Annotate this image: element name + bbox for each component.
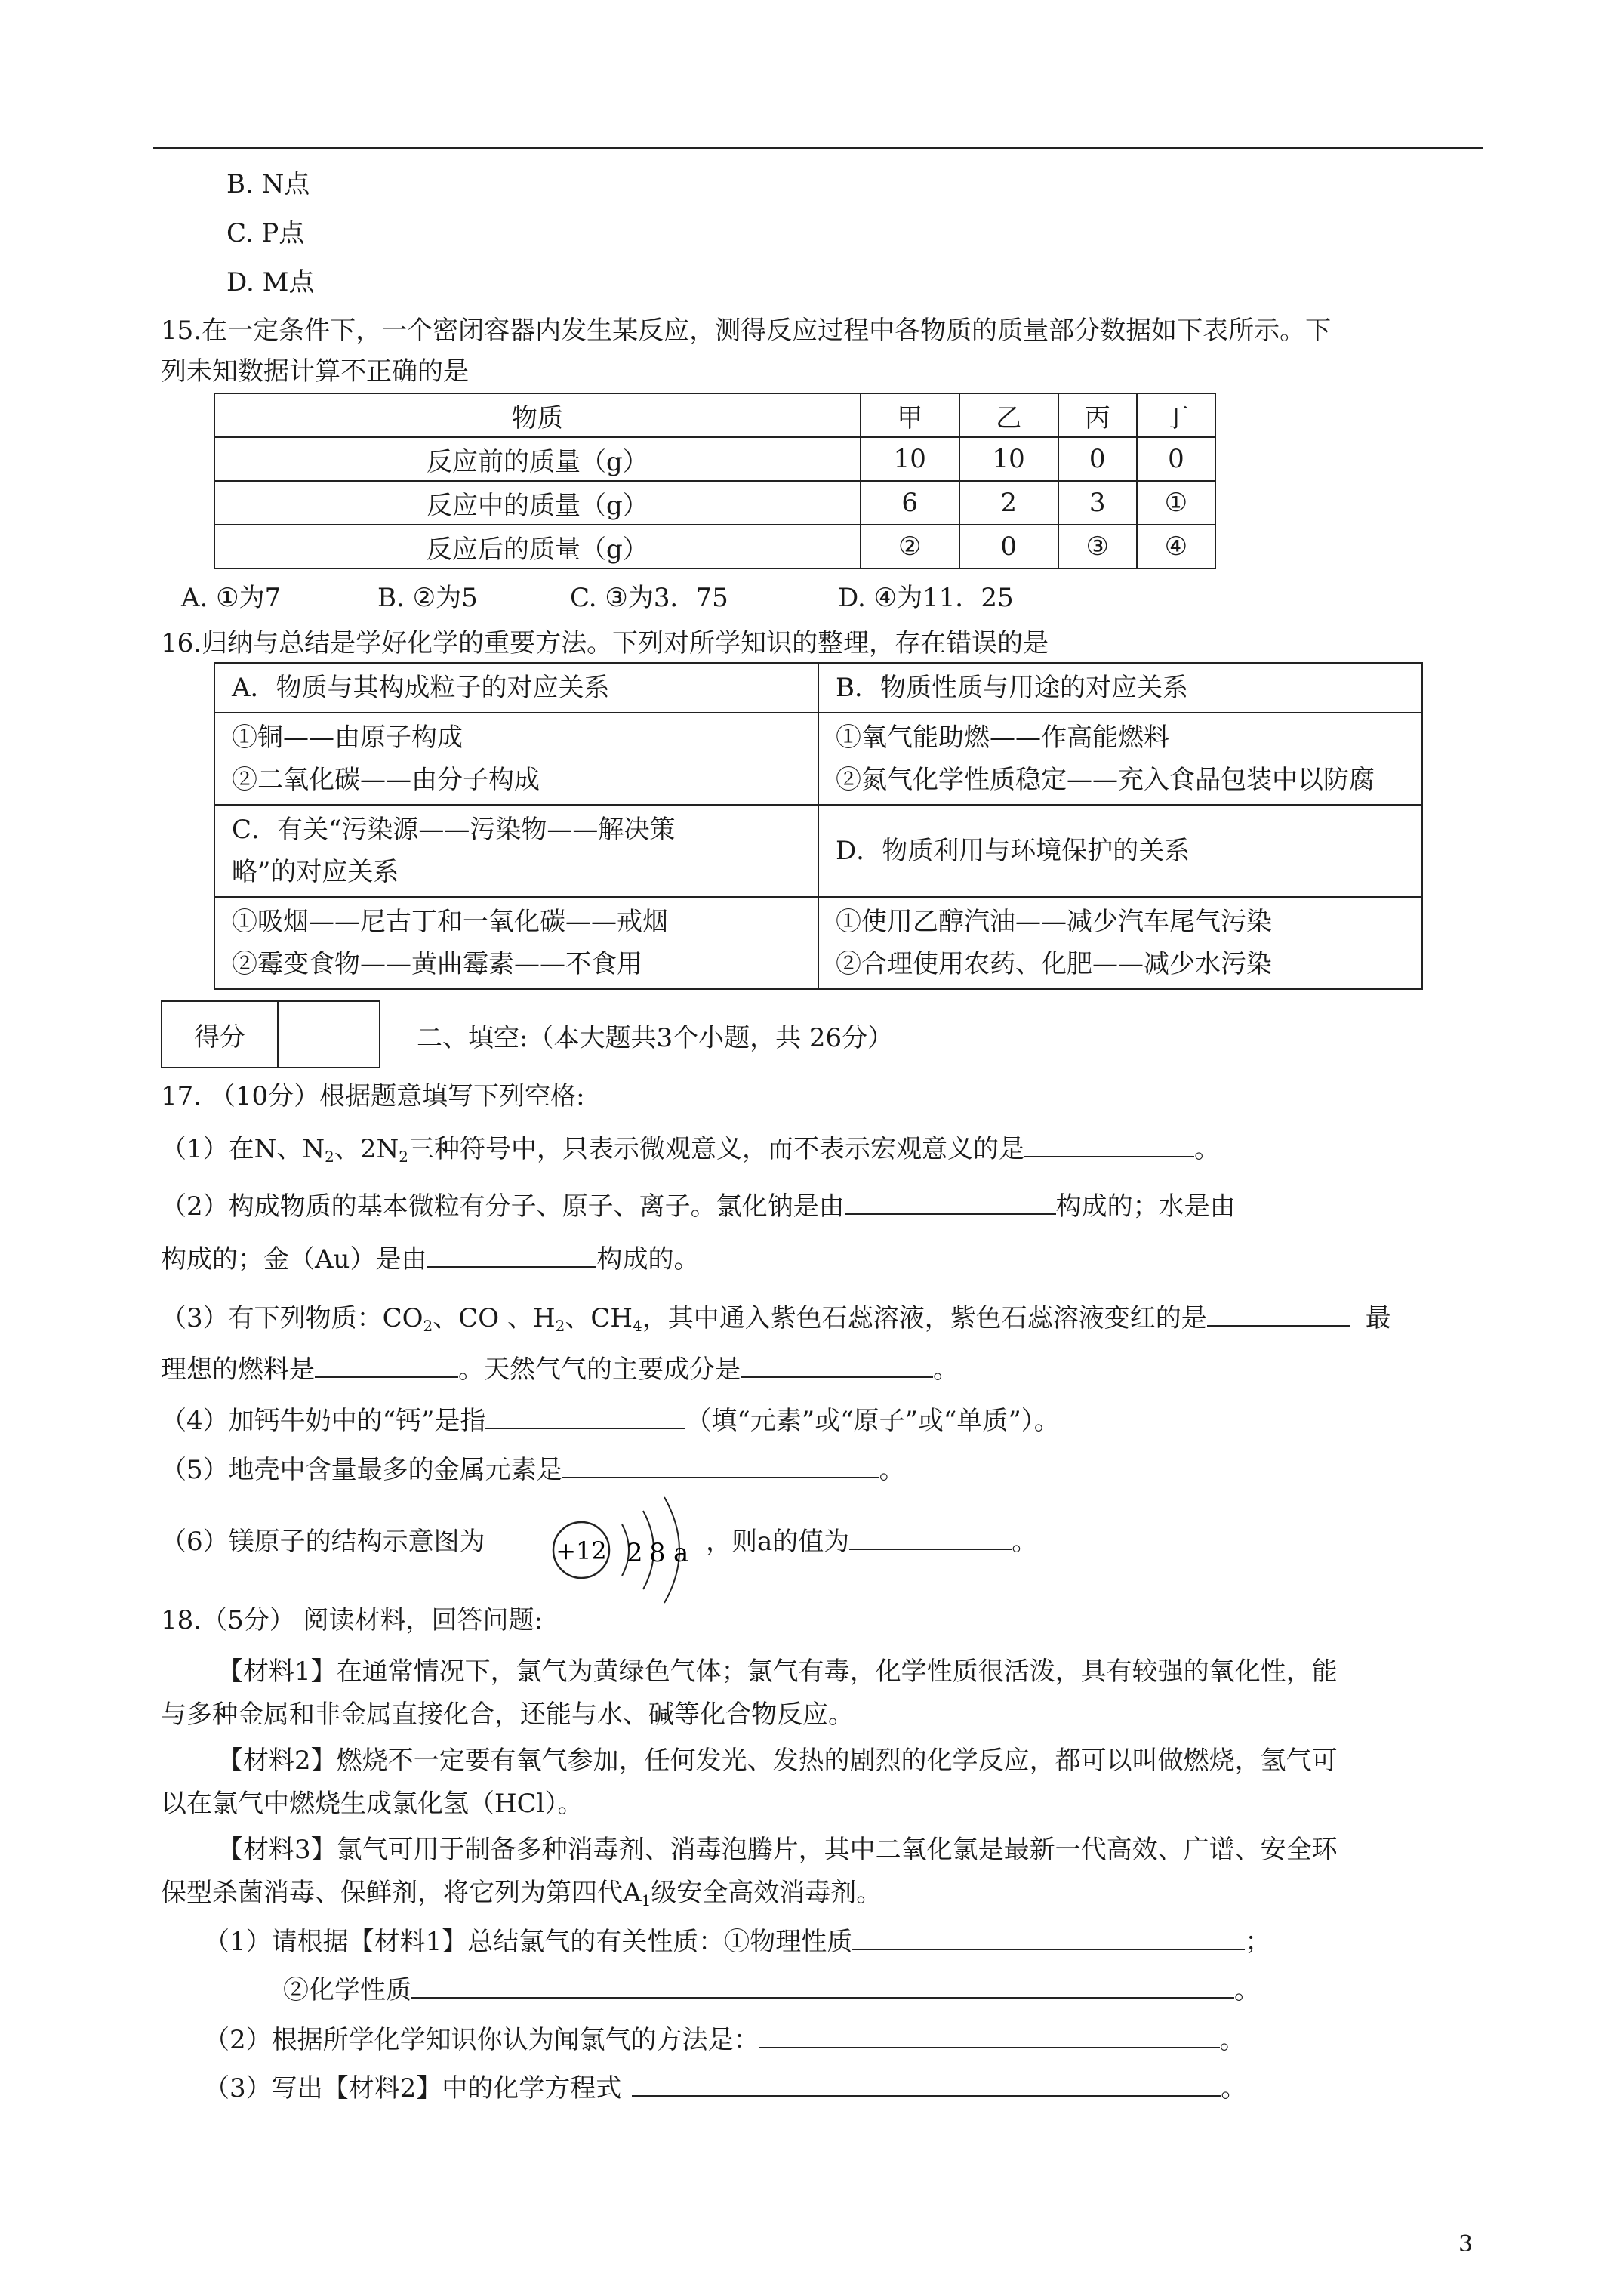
table-header-cell: 物质: [214, 393, 861, 437]
q17-part5: （5）地壳中含量最多的金属元素是 。: [161, 1455, 905, 1485]
score-field[interactable]: [279, 1002, 379, 1067]
q17-title: 17. （10分）根据题意填写下列空格:: [161, 1081, 585, 1111]
q16-d-title: D．物质利用与环境保护的关系: [818, 805, 1422, 897]
q15-option-a: A. ①为7: [181, 583, 282, 613]
table-cell: 2: [959, 481, 1058, 525]
table-cell: 0: [1137, 437, 1215, 481]
q16-b-content: ①氧气能助燃——作高能燃料 ②氮气化学性质稳定——充入食品包装中以防腐: [818, 713, 1422, 805]
header-rule: [153, 147, 1483, 149]
table-row: [214, 713, 1422, 805]
shell-1-electrons: 2: [627, 1538, 643, 1568]
q16-table: [214, 662, 1423, 990]
answer-blank[interactable]: [852, 1926, 1245, 1950]
q17-part3-line2: 理想的燃料是 。天然气气的主要成分是 。: [161, 1354, 959, 1385]
table-row: [214, 805, 1422, 897]
answer-blank[interactable]: [759, 2024, 1220, 2048]
table-header-cell: 丙: [1058, 393, 1137, 437]
q15-mass-table: [214, 393, 1216, 569]
q17-part3-line1: （3）有下列物质：$CO_2$、CO 、$H_2$、$CH_4$，其中通入紫色石蕊溶液，紫色石蕊溶液变红的是 最: [161, 1303, 1391, 1335]
q18-material3-line1: 【材料3】氯气可用于制备多种消毒剂、消毒泡腾片，其中二氧化氯是最新一代高效、广谱、安全环: [217, 1835, 1338, 1865]
q17-part4: （4）加钙牛奶中的“钙”是指 （填“元素”或“原子”或“单质”）。: [161, 1406, 1060, 1436]
table-cell: 反应中的质量（g）: [214, 481, 861, 525]
table-cell: ④: [1137, 525, 1215, 569]
table-cell: 反应前的质量（g）: [214, 437, 861, 481]
answer-blank[interactable]: [1207, 1302, 1350, 1327]
table-row: [214, 897, 1422, 989]
q16-d-content: ①使用乙醇汽油——减少汽车尾气污染 ②合理使用农药、化肥——减少水污染: [818, 897, 1422, 989]
answer-blank[interactable]: [485, 1405, 685, 1429]
q18-material2-line1: 【材料2】燃烧不一定要有氧气参加，任何发光、发热的剧烈的化学反应，都可以叫做燃烧，氢气可: [217, 1746, 1338, 1776]
answer-blank[interactable]: [315, 1354, 458, 1378]
q18-answer1-line2: ②化学性质 。: [283, 1975, 1260, 2005]
q16-a-title: A．物质与其构成粒子的对应关系: [214, 663, 818, 713]
atom-nucleus: +12: [556, 1536, 607, 1565]
q15-option-b: B. ②为5: [377, 583, 478, 613]
q18-answer3: （3）写出【材料2】中的化学方程式 。: [204, 2073, 1247, 2103]
page-number: 3: [1458, 2231, 1474, 2257]
q16-stem: 16.归纳与总结是学好化学的重要方法。下列对所学知识的整理，存在错误的是: [161, 628, 1049, 658]
table-cell: ①: [1137, 481, 1215, 525]
score-box: [161, 1000, 380, 1068]
q15-stem-line2: 列未知数据计算不正确的是: [161, 356, 469, 387]
table-cell: 10: [861, 437, 959, 481]
q16-a-content: ①铜——由原子构成 ②二氧化碳——由分子构成: [214, 713, 818, 805]
q17-part6-answer: ，则a的值为 。: [706, 1527, 1038, 1557]
answer-blank[interactable]: [849, 1526, 1012, 1550]
prev-option-b: B. N点: [226, 169, 310, 199]
table-row: [214, 525, 1215, 569]
prev-option-d: D. M点: [226, 267, 315, 297]
table-row: [214, 663, 1422, 713]
prev-option-c: C. P点: [226, 218, 305, 248]
table-row: [214, 437, 1215, 481]
table-cell: 0: [959, 525, 1058, 569]
answer-blank[interactable]: [741, 1354, 933, 1378]
table-header-cell: 甲: [861, 393, 959, 437]
q18-material3-line2: 保型杀菌消毒、保鲜剂，将它列为第四代$A_1$级安全高效消毒剂。: [161, 1878, 882, 1909]
table-cell: 10: [959, 437, 1058, 481]
q18-title: 18.（5分） 阅读材料，回答问题:: [161, 1605, 543, 1635]
table-cell: 反应后的质量（g）: [214, 525, 861, 569]
q18-material1-line1: 【材料1】在通常情况下，氯气为黄绿色气体；氯气有毒，化学性质很活泼，具有较强的氧化性，能: [217, 1657, 1338, 1687]
answer-blank[interactable]: [1024, 1133, 1194, 1157]
q16-c-content: ①吸烟——尼古丁和一氧化碳——戒烟 ②霉变食物——黄曲霉素——不食用: [214, 897, 818, 989]
q15-option-d: D. ④为11．25: [838, 583, 1014, 613]
q18-answer2: （2）根据所学化学知识你认为闻氯气的方法是： 。: [204, 2025, 1246, 2055]
q18-material1-line2: 与多种金属和非金属直接化合，还能与水、碱等化合物反应。: [161, 1700, 854, 1730]
magnesium-atom-diagram: [544, 1484, 717, 1612]
table-row: [214, 393, 1215, 437]
q17-part2-line1: （2）构成物质的基本微粒有分子、原子、离子。氯化钠是由 构成的；水是由: [161, 1191, 1236, 1222]
q17-part1: （1）在N、$N_2$、$2N_2$三种符号中，只表示微观意义，而不表示宏观意义的是 。: [161, 1134, 1220, 1166]
section-2-heading: 二、填空:（本大题共3个小题，共 26分）: [417, 1023, 894, 1053]
answer-blank[interactable]: [411, 1974, 1234, 1999]
q16-c-title: C．有关“污染源——污染物——解决策 略”的对应关系: [214, 805, 818, 897]
q18-answer1-line1: （1）请根据【材料1】总结氯气的有关性质：①物理性质 ；: [204, 1927, 1271, 1957]
score-label: 得分: [162, 1002, 279, 1067]
table-cell: 3: [1058, 481, 1137, 525]
table-cell: ③: [1058, 525, 1137, 569]
shell-2-electrons: 8: [649, 1538, 666, 1568]
q17-part6-text: （6）镁原子的结构示意图为: [161, 1527, 485, 1557]
answer-blank[interactable]: [632, 2073, 1221, 2097]
table-header-cell: 丁: [1137, 393, 1215, 437]
table-cell: ②: [861, 525, 959, 569]
q15-stem-line1: 15.在一定条件下，一个密闭容器内发生某反应，测得反应过程中各物质的质量部分数据如下表所示。下: [161, 316, 1332, 346]
table-cell: 0: [1058, 437, 1137, 481]
q16-b-title: B．物质性质与用途的对应关系: [818, 663, 1422, 713]
table-header-cell: 乙: [959, 393, 1058, 437]
table-cell: 6: [861, 481, 959, 525]
answer-blank[interactable]: [427, 1244, 596, 1268]
q17-part2-line2: 构成的；金（Au）是由 构成的。: [161, 1244, 700, 1274]
answer-blank[interactable]: [562, 1454, 879, 1478]
q15-option-c: C. ③为3．75: [570, 583, 728, 613]
shell-3-electrons: a: [673, 1538, 689, 1568]
answer-blank[interactable]: [845, 1191, 1056, 1215]
table-row: [214, 481, 1215, 525]
q18-material2-line2: 以在氯气中燃烧生成氯化氢（HCl）。: [161, 1789, 584, 1819]
